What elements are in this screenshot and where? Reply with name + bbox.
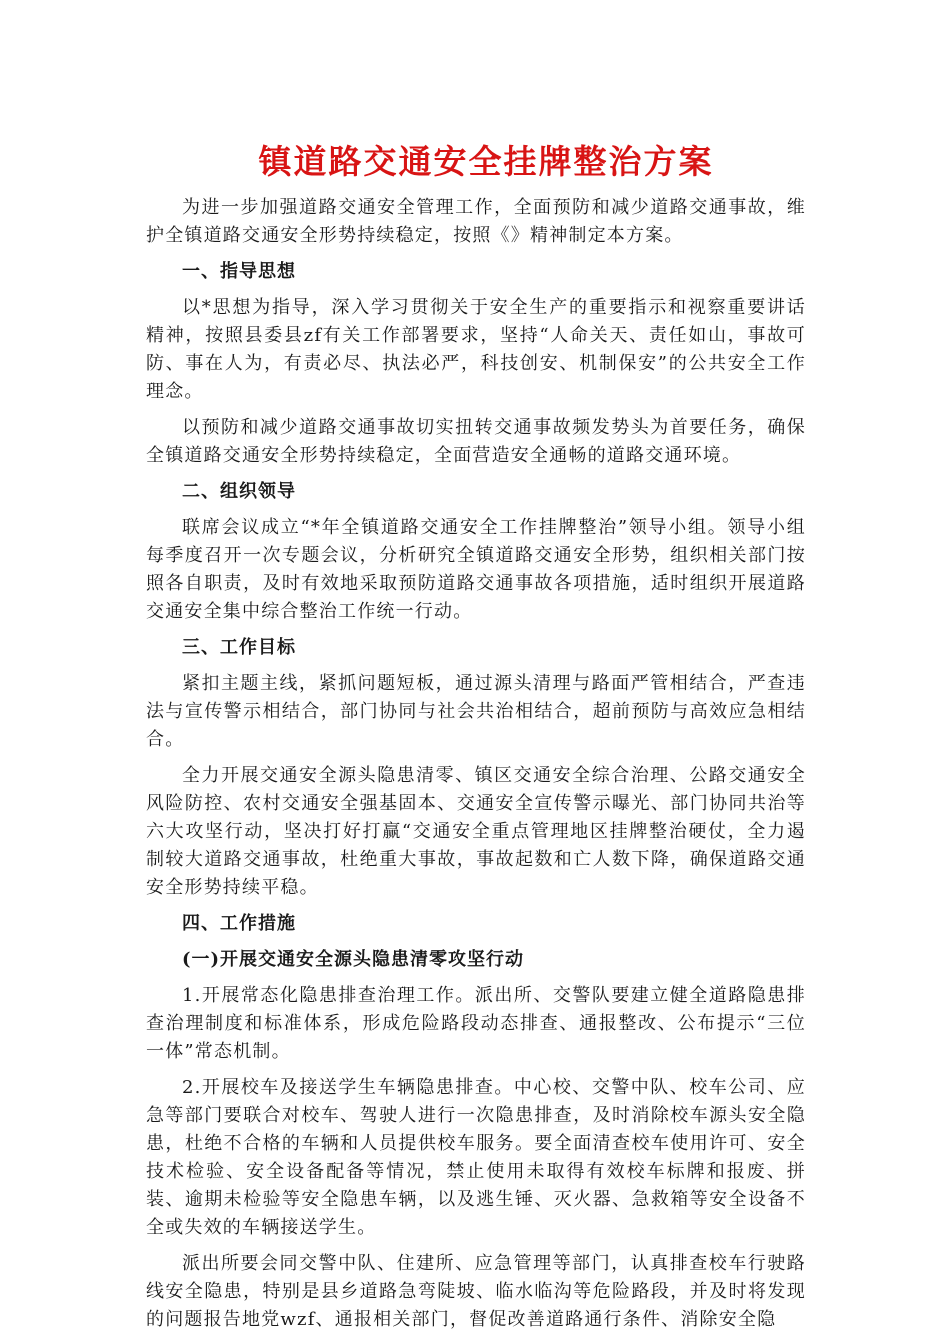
section-heading-work-goals: 三、工作目标 xyxy=(182,637,296,658)
paragraph: 以*思想为指导，深入学习贯彻关于安全生产的重要指示和视察重要讲话精神，按照县委县zf有关工作部署要求，坚持“人命关天、责任如山，事故可防、事在人为，有责必尽、执法必严，科技创安、机制保安”的公共安全工作理念。 xyxy=(146,297,806,402)
subsection-heading: (一)开展交通安全源头隐患清零攻坚行动 xyxy=(182,949,525,970)
paragraph: 全力开展交通安全源头隐患清零、镇区交通安全综合治理、公路交通安全风险防控、农村交通安全强基固本、交通安全宣传警示曝光、部门协同共治等六大攻坚行动，坚决打好打赢“交通安全重点管理地区挂牌整治硬仗，全力遏制较大道路交通事故，杜绝重大事故，事故起数和亡人数下降，确保道路交通安全形势持续平稳。 xyxy=(146,765,806,898)
section-heading-guiding-ideology: 一、指导思想 xyxy=(182,261,296,282)
paragraph: 以预防和减少道路交通事故切实扭转交通事故频发势头为首要任务，确保全镇道路交通安全形势持续稳定，全面营造安全通畅的道路交通环境。 xyxy=(146,417,806,466)
intro-paragraph: 为进一步加强道路交通安全管理工作，全面预防和减少道路交通事故，维护全镇道路交通安全形势持续稳定，按照《》精神制定本方案。 xyxy=(146,197,806,246)
list-item-paragraph: 1.开展常态化隐患排查治理工作。派出所、交警队要建立健全道路隐患排查治理制度和标准体系，形成危险路段动态排查、通报整改、公布提示“三位一体”常态机制。 xyxy=(146,985,806,1062)
list-item-paragraph: 2.开展校车及接送学生车辆隐患排查。中心校、交警中队、校车公司、应急等部门要联合对校车、驾驶人进行一次隐患排查，及时消除校车源头安全隐患，杜绝不合格的车辆和人员提供校车服务。要全面清查校车使用许可、安全技术检验、安全设备配备等情况，禁止使用未取得有效校车标牌和报废、拼装、逾期未检验等安全隐患车辆，以及逃生锤、灭火器、急救箱等安全设备不全或失效的车辆接送学生。 xyxy=(146,1077,806,1238)
paragraph: 紧扣主题主线，紧抓问题短板，通过源头清理与路面严管相结合，严查违法与宣传警示相结合，部门协同与社会共治相结合，超前预防与高效应急相结合。 xyxy=(146,673,806,750)
section-heading-work-measures: 四、工作措施 xyxy=(182,913,296,934)
section-heading-organization: 二、组织领导 xyxy=(182,481,296,502)
paragraph: 联席会议成立“*年全镇道路交通安全工作挂牌整治”领导小组。领导小组每季度召开一次专题会议，分析研究全镇道路交通安全形势，组织相关部门按照各自职责，及时有效地采取预防道路交通事故各项措施，适时组织开展道路交通安全集中综合整治工作统一行动。 xyxy=(146,517,806,622)
paragraph: 派出所要会同交警中队、住建所、应急管理等部门，认真排查校车行驶路线安全隐患，特别是县乡道路急弯陡坡、临水临沟等危险路段，并及时将发现的问题报告地党wzf、通报相关部门，督促改善道路通行条件、消除安全隐 xyxy=(146,1253,806,1330)
document-body xyxy=(146,140,806,1342)
document-title: 镇道路交通安全挂牌整治方案 xyxy=(258,142,714,181)
